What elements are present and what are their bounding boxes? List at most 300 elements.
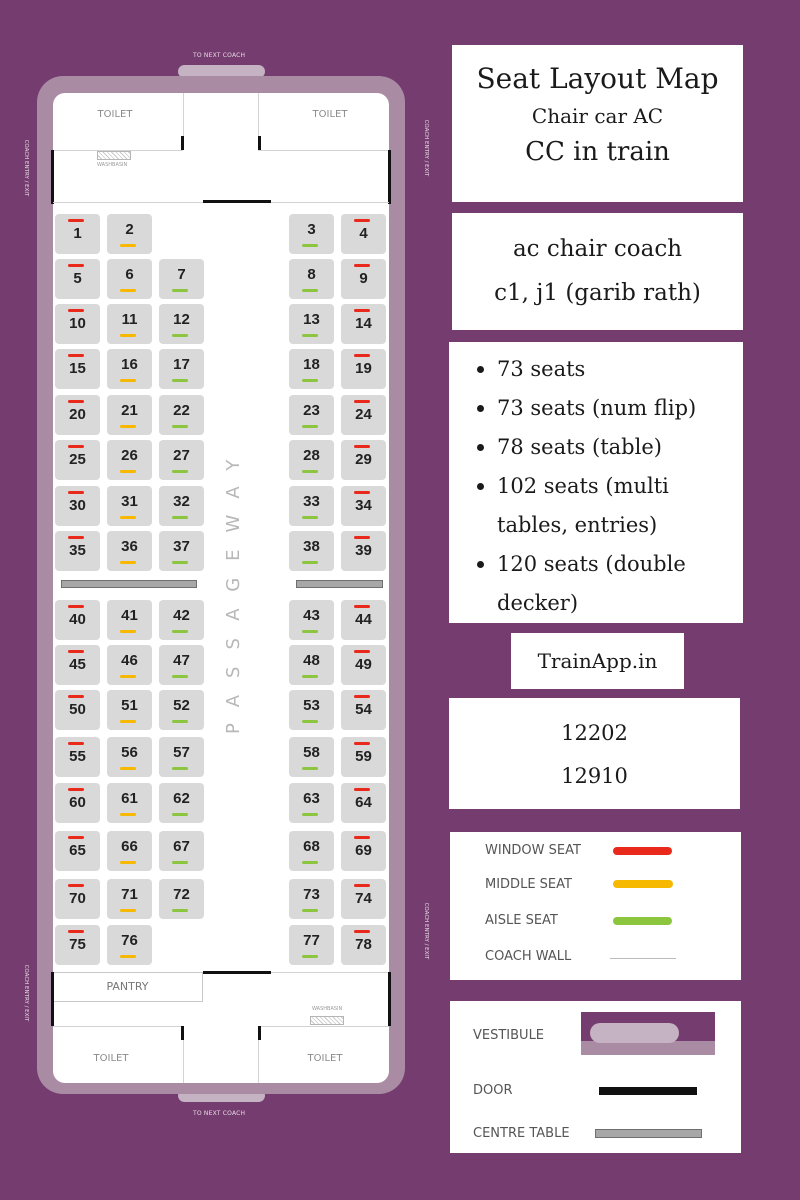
pantry: PANTRY	[53, 972, 203, 1002]
seat-48[interactable]	[289, 645, 334, 685]
seat-number: 45	[69, 656, 86, 673]
window-seat-marker	[68, 930, 84, 933]
seat-77[interactable]	[289, 925, 334, 965]
aisle-seat-marker	[172, 720, 188, 723]
middle-seat-marker	[120, 909, 136, 912]
variant-item: 78 seats (table)	[475, 428, 743, 467]
window-seat-marker	[354, 605, 370, 608]
aisle-seat-marker	[172, 561, 188, 564]
window-seat-marker	[354, 491, 370, 494]
seat-4[interactable]	[341, 214, 386, 254]
seat-36[interactable]	[107, 531, 152, 571]
seat-72[interactable]	[159, 879, 204, 919]
middle-seat-marker	[120, 516, 136, 519]
variant-item: 120 seats (double decker)	[475, 545, 743, 623]
window-seat-marker	[354, 884, 370, 887]
seat-54[interactable]	[341, 690, 386, 730]
seat-29[interactable]	[341, 440, 386, 480]
aisle-seat-marker	[302, 425, 318, 428]
door-entry-br	[388, 972, 391, 1026]
aisle-seat-marker	[302, 675, 318, 678]
legend-door-line	[599, 1087, 697, 1095]
window-seat-marker	[68, 354, 84, 357]
panel-title	[452, 45, 743, 202]
seat-number: 47	[173, 652, 190, 669]
seat-62[interactable]	[159, 783, 204, 823]
middle-seat-marker	[120, 379, 136, 382]
seat-33[interactable]	[289, 486, 334, 526]
seat-number: 53	[303, 697, 320, 714]
seat-number: 68	[303, 838, 320, 855]
seat-number: 3	[307, 221, 316, 238]
seat-38[interactable]	[289, 531, 334, 571]
seat-23[interactable]	[289, 395, 334, 435]
seat-number: 37	[173, 538, 190, 555]
seat-69[interactable]	[341, 831, 386, 871]
seat-34[interactable]	[341, 486, 386, 526]
seat-number: 77	[303, 932, 320, 949]
seat-number: 10	[69, 315, 86, 332]
seat-9[interactable]	[341, 259, 386, 299]
toilet-top-left: TOILET	[97, 109, 133, 120]
seat-number: 69	[355, 842, 372, 859]
seat-number: 39	[355, 542, 372, 559]
seat-74[interactable]	[341, 879, 386, 919]
door-top-r	[258, 136, 261, 150]
middle-seat-marker	[120, 955, 136, 958]
window-seat-marker	[354, 788, 370, 791]
aisle-seat-marker	[302, 244, 318, 247]
seat-number: 58	[303, 744, 320, 761]
aisle-seat-marker	[302, 289, 318, 292]
seat-70[interactable]	[55, 879, 100, 919]
panel-variants	[449, 342, 743, 623]
legend-middle-label: MIDDLE SEAT	[485, 877, 572, 892]
seat-25[interactable]	[55, 440, 100, 480]
seat-number: 55	[69, 748, 86, 765]
seat-8[interactable]	[289, 259, 334, 299]
seat-18[interactable]	[289, 349, 334, 389]
window-seat-marker	[68, 884, 84, 887]
seat-number: 12	[173, 311, 190, 328]
seat-number: 21	[121, 402, 138, 419]
panel-site	[511, 633, 684, 689]
middle-seat-marker	[120, 470, 136, 473]
seat-76[interactable]	[107, 925, 152, 965]
legend-aisle-label: AISLE SEAT	[485, 913, 558, 928]
seat-number: 66	[121, 838, 138, 855]
window-seat-marker	[68, 445, 84, 448]
seat-19[interactable]	[341, 349, 386, 389]
seat-35[interactable]	[55, 531, 100, 571]
window-seat-marker	[68, 536, 84, 539]
seat-13[interactable]	[289, 304, 334, 344]
middle-seat-marker	[120, 720, 136, 723]
variant-item: 73 seats	[475, 350, 743, 389]
aisle-seat-marker	[302, 861, 318, 864]
seat-57[interactable]	[159, 737, 204, 777]
seat-64[interactable]	[341, 783, 386, 823]
seat-65[interactable]	[55, 831, 100, 871]
title-line-2: Chair car AC	[531, 104, 664, 128]
train-number: 12910	[561, 764, 628, 788]
seat-78[interactable]	[341, 925, 386, 965]
seat-number: 29	[355, 451, 372, 468]
seat-number: 28	[303, 447, 320, 464]
seat-number: 2	[125, 221, 134, 238]
middle-seat-marker	[120, 561, 136, 564]
seat-71[interactable]	[107, 879, 152, 919]
legend-window-label: WINDOW SEAT	[485, 843, 581, 858]
seat-1[interactable]	[55, 214, 100, 254]
seat-number: 54	[355, 701, 372, 718]
train-number: 12202	[561, 721, 628, 745]
window-seat-marker	[68, 742, 84, 745]
aisle-seat-marker	[172, 470, 188, 473]
seat-3[interactable]	[289, 214, 334, 254]
seat-number: 36	[121, 538, 138, 555]
window-seat-marker	[354, 309, 370, 312]
seat-number: 1	[73, 225, 82, 242]
line-top-h2	[258, 150, 389, 151]
middle-seat-marker	[120, 334, 136, 337]
door-bot-r	[258, 1026, 261, 1040]
window-seat-marker	[68, 309, 84, 312]
seat-75[interactable]	[55, 925, 100, 965]
aisle-seat-marker	[302, 767, 318, 770]
seat-number: 70	[69, 890, 86, 907]
aisle-seat-marker	[172, 909, 188, 912]
legend-wall-label: COACH WALL	[485, 949, 572, 964]
seat-number: 48	[303, 652, 320, 669]
seat-number: 57	[173, 744, 190, 761]
seat-number: 11	[121, 311, 138, 328]
legend-aisle-line	[613, 917, 672, 925]
window-seat-marker	[354, 264, 370, 267]
coach-line-1: ac chair coach	[512, 236, 683, 262]
entry-label-br: COACH ENTRY / EXIT	[423, 902, 429, 960]
title-line-1: Seat Layout Map	[476, 62, 719, 95]
seat-2[interactable]	[107, 214, 152, 254]
seat-number: 7	[177, 266, 186, 283]
seat-number: 27	[173, 447, 190, 464]
panel-legend-parts	[450, 1001, 741, 1153]
seat-31[interactable]	[107, 486, 152, 526]
centre-table-left	[61, 580, 197, 588]
middle-seat-marker	[120, 861, 136, 864]
seat-16[interactable]	[107, 349, 152, 389]
seat-37[interactable]	[159, 531, 204, 571]
seat-27[interactable]	[159, 440, 204, 480]
legend-door-label: DOOR	[473, 1083, 513, 1098]
legend-vestibule-label: VESTIBULE	[473, 1028, 545, 1043]
seat-number: 22	[173, 402, 190, 419]
washbasin-top	[97, 151, 131, 160]
window-seat-marker	[354, 930, 370, 933]
window-seat-marker	[354, 354, 370, 357]
seat-number: 71	[121, 886, 138, 903]
seat-number: 14	[355, 315, 372, 332]
seat-number: 33	[303, 493, 320, 510]
seat-number: 34	[355, 497, 372, 514]
seat-number: 52	[173, 697, 190, 714]
seat-68[interactable]	[289, 831, 334, 871]
seat-43[interactable]	[289, 600, 334, 640]
seat-number: 76	[121, 932, 138, 949]
door-bot-l	[181, 1026, 184, 1040]
seat-55[interactable]	[55, 737, 100, 777]
middle-seat-marker	[120, 630, 136, 633]
aisle-seat-marker	[172, 630, 188, 633]
seat-14[interactable]	[341, 304, 386, 344]
seat-24[interactable]	[341, 395, 386, 435]
seat-42[interactable]	[159, 600, 204, 640]
window-seat-marker	[354, 219, 370, 222]
seat-number: 56	[121, 744, 138, 761]
seat-number: 46	[121, 652, 138, 669]
aisle-seat-marker	[302, 516, 318, 519]
entry-label-tr: COACH ENTRY / EXIT	[423, 119, 429, 177]
seat-73[interactable]	[289, 879, 334, 919]
coach-line-2: c1, j1 (garib rath)	[494, 280, 701, 306]
line-bot-h2	[258, 1026, 389, 1027]
window-seat-marker	[68, 400, 84, 403]
toilet-bottom-left: TOILET	[93, 1053, 129, 1064]
window-seat-marker	[354, 536, 370, 539]
seat-number: 43	[303, 607, 320, 624]
seat-number: 51	[121, 697, 138, 714]
seat-32[interactable]	[159, 486, 204, 526]
seat-number: 8	[307, 266, 316, 283]
window-seat-marker	[68, 264, 84, 267]
aisle-seat-marker	[172, 813, 188, 816]
seat-number: 59	[355, 748, 372, 765]
seat-58[interactable]	[289, 737, 334, 777]
seat-number: 44	[355, 611, 372, 628]
aisle-seat-marker	[302, 813, 318, 816]
seat-number: 31	[121, 493, 138, 510]
window-seat-marker	[68, 650, 84, 653]
seat-number: 73	[303, 886, 320, 903]
line-bot-h	[53, 1026, 183, 1027]
aisle-seat-marker	[172, 516, 188, 519]
window-seat-marker	[68, 491, 84, 494]
seat-number: 15	[69, 360, 86, 377]
seat-45[interactable]	[55, 645, 100, 685]
aisle-seat-marker	[302, 630, 318, 633]
aisle-seat-marker	[172, 425, 188, 428]
seat-11[interactable]	[107, 304, 152, 344]
window-seat-marker	[354, 445, 370, 448]
window-seat-marker	[354, 836, 370, 839]
aisle-seat-marker	[172, 675, 188, 678]
seat-number: 65	[69, 842, 86, 859]
door-entry-bl	[51, 972, 54, 1026]
title-line-3: CC in train	[525, 137, 670, 167]
panel-legend-seats	[450, 832, 741, 980]
washbasin-top-label: WASHBASIN	[97, 162, 128, 168]
seat-44[interactable]	[341, 600, 386, 640]
legend-vestibule-swatch	[581, 1012, 715, 1055]
panel-coach	[452, 213, 743, 330]
seat-28[interactable]	[289, 440, 334, 480]
aisle-seat-marker	[172, 289, 188, 292]
passageway-label: PASSAGEWAY	[223, 442, 244, 734]
seat-40[interactable]	[55, 600, 100, 640]
seat-number: 67	[173, 838, 190, 855]
seat-number: 20	[69, 406, 86, 423]
aisle-seat-marker	[172, 861, 188, 864]
seat-53[interactable]	[289, 690, 334, 730]
door-top-l	[181, 136, 184, 150]
seat-5[interactable]	[55, 259, 100, 299]
window-seat-marker	[68, 695, 84, 698]
seat-number: 4	[359, 225, 368, 242]
window-seat-marker	[68, 219, 84, 222]
window-seat-marker	[68, 605, 84, 608]
entry-label-tl: COACH ENTRY / EXIT	[23, 139, 29, 197]
seat-number: 74	[355, 890, 372, 907]
seat-49[interactable]	[341, 645, 386, 685]
legend-middle-line	[613, 880, 673, 888]
seat-22[interactable]	[159, 395, 204, 435]
aisle-seat-marker	[172, 334, 188, 337]
middle-seat-marker	[120, 675, 136, 678]
entry-label-bl: COACH ENTRY / EXIT	[23, 964, 29, 1022]
seat-50[interactable]	[55, 690, 100, 730]
seat-number: 13	[303, 311, 320, 328]
seat-56[interactable]	[107, 737, 152, 777]
toilet-bottom-right: TOILET	[307, 1053, 343, 1064]
seat-number: 25	[69, 451, 86, 468]
seat-number: 26	[121, 447, 138, 464]
seat-30[interactable]	[55, 486, 100, 526]
seat-67[interactable]	[159, 831, 204, 871]
door-entry-tr	[388, 150, 391, 204]
aisle-seat-marker	[302, 955, 318, 958]
window-seat-marker	[354, 742, 370, 745]
seat-66[interactable]	[107, 831, 152, 871]
middle-seat-marker	[120, 425, 136, 428]
seat-number: 18	[303, 356, 320, 373]
seat-52[interactable]	[159, 690, 204, 730]
seat-number: 9	[359, 270, 368, 287]
seat-number: 23	[303, 402, 320, 419]
seat-number: 41	[121, 607, 138, 624]
seat-46[interactable]	[107, 645, 152, 685]
washbasin-bot	[310, 1016, 344, 1025]
seat-17[interactable]	[159, 349, 204, 389]
seat-number: 19	[355, 360, 372, 377]
seat-number: 75	[69, 936, 86, 953]
seat-39[interactable]	[341, 531, 386, 571]
window-seat-marker	[68, 836, 84, 839]
seat-number: 35	[69, 542, 86, 559]
legend-table-label: CENTRE TABLE	[473, 1126, 570, 1141]
seat-10[interactable]	[55, 304, 100, 344]
seat-number: 49	[355, 656, 372, 673]
aisle-seat-marker	[302, 334, 318, 337]
aisle-seat-marker	[172, 379, 188, 382]
seat-number: 61	[121, 790, 138, 807]
seat-number: 24	[355, 406, 372, 423]
seat-number: 72	[173, 886, 190, 903]
seat-60[interactable]	[55, 783, 100, 823]
seat-51[interactable]	[107, 690, 152, 730]
seat-21[interactable]	[107, 395, 152, 435]
seat-number: 40	[69, 611, 86, 628]
seat-number: 64	[355, 794, 372, 811]
window-seat-marker	[354, 400, 370, 403]
seat-number: 16	[121, 356, 138, 373]
seat-61[interactable]	[107, 783, 152, 823]
centre-table-right	[296, 580, 383, 588]
seat-20[interactable]	[55, 395, 100, 435]
seat-number: 5	[73, 270, 82, 287]
coach-inner	[53, 93, 389, 1083]
aisle-seat-marker	[302, 561, 318, 564]
aisle-seat-marker	[302, 379, 318, 382]
seat-number: 60	[69, 794, 86, 811]
seat-7[interactable]	[159, 259, 204, 299]
middle-seat-marker	[120, 767, 136, 770]
seat-15[interactable]	[55, 349, 100, 389]
seat-number: 62	[173, 790, 190, 807]
washbasin-bot-label: WASHBASIN	[312, 1006, 343, 1012]
seat-number: 6	[125, 266, 134, 283]
toilet-top-right: TOILET	[312, 109, 348, 120]
legend-table-bar	[595, 1129, 702, 1138]
seat-59[interactable]	[341, 737, 386, 777]
seat-6[interactable]	[107, 259, 152, 299]
aisle-seat-marker	[302, 470, 318, 473]
seat-26[interactable]	[107, 440, 152, 480]
window-seat-marker	[354, 650, 370, 653]
variant-item: 102 seats (multi tables, entries)	[475, 467, 743, 545]
window-seat-marker	[354, 695, 370, 698]
variant-list	[449, 342, 743, 623]
seat-number: 78	[355, 936, 372, 953]
seat-number: 63	[303, 790, 320, 807]
seat-number: 38	[303, 538, 320, 555]
window-seat-marker	[68, 788, 84, 791]
seat-12[interactable]	[159, 304, 204, 344]
door-bot-center	[203, 971, 271, 974]
seat-number: 17	[173, 356, 190, 373]
to-next-coach-top: TO NEXT COACH	[193, 52, 246, 59]
seat-number: 32	[173, 493, 190, 510]
middle-seat-marker	[120, 813, 136, 816]
aisle-seat-marker	[172, 767, 188, 770]
variant-item: 73 seats (num flip)	[475, 389, 743, 428]
aisle-seat-marker	[302, 720, 318, 723]
seat-number: 30	[69, 497, 86, 514]
aisle-seat-marker	[302, 909, 318, 912]
legend-wall-line	[610, 958, 676, 959]
seat-41[interactable]	[107, 600, 152, 640]
door-entry-tl	[51, 150, 54, 204]
to-next-coach-bottom: TO NEXT COACH	[193, 1110, 246, 1117]
middle-seat-marker	[120, 244, 136, 247]
legend-window-line	[613, 847, 672, 855]
seat-47[interactable]	[159, 645, 204, 685]
seat-number: 42	[173, 607, 190, 624]
seat-number: 50	[69, 701, 86, 718]
door-top-center	[203, 200, 271, 203]
panel-trains	[449, 698, 740, 809]
middle-seat-marker	[120, 289, 136, 292]
seat-63[interactable]	[289, 783, 334, 823]
